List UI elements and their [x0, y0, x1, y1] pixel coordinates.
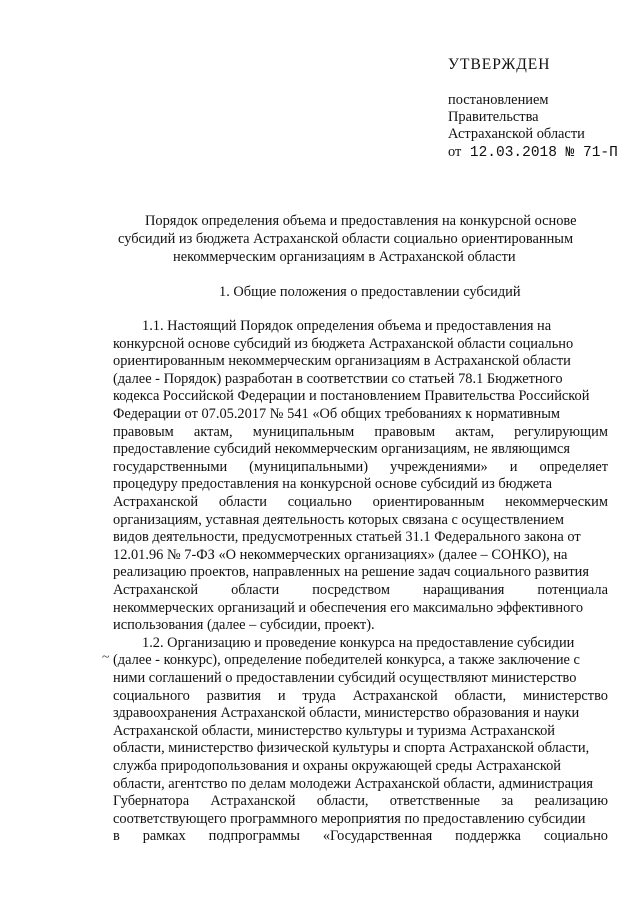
body-word: Губернатора	[113, 793, 190, 810]
body-word: области,	[316, 793, 369, 810]
body-word: ориентированным	[372, 494, 485, 510]
body-line	[113, 828, 608, 844]
body-line: ними соглашений о предоставлении субсидий осуществляют министерство	[113, 670, 577, 686]
body-line: 1.2. Организацию и проведение конкурса на предоставление субсидии	[142, 634, 575, 651]
body-word: Астраханской	[113, 494, 199, 510]
section-heading: 1. Общие положения о предоставлении субсидий	[219, 284, 521, 300]
body-line: служба природопользования и охраны окружающей среды Астраханской	[113, 758, 561, 774]
body-word: социально	[543, 828, 608, 845]
body-line: (далее - Порядок) разработан в соответствии со статьей 78.1 Бюджетного	[113, 370, 563, 387]
body-word: правовым	[113, 423, 174, 440]
body-word: (муниципальными)	[249, 458, 369, 475]
body-word: реализацию	[534, 793, 608, 810]
body-word: посредством	[312, 582, 390, 598]
body-word: в	[113, 828, 120, 845]
body-word: развития	[206, 687, 262, 704]
margin-mark: ~	[102, 650, 110, 665]
body-word: Астраханской	[352, 687, 438, 704]
body-line: здравоохранения Астраханской области, министерство образования и науки	[113, 705, 580, 722]
body-line	[113, 494, 608, 510]
document-title-line-3: некоммерческим организациям в Астраханской области	[173, 249, 516, 265]
body-line: Астраханской области, министерство культуры и туризма Астраханской	[113, 722, 556, 739]
body-word: Астраханской	[210, 793, 296, 810]
body-word: государственными	[113, 458, 228, 475]
approval-line-3: Астраханской области	[448, 126, 585, 142]
body-line: использования (далее – субсидии, проект).	[113, 617, 375, 634]
body-word: рамках	[142, 828, 186, 845]
body-line: процедуру предоставления на конкурсной основе субсидий из бюджета	[113, 476, 553, 493]
body-line: Федерации от 07.05.2017 № 541 «Об общих требованиях к нормативным	[113, 406, 561, 422]
body-word: регулирующим	[514, 423, 608, 440]
body-line: соответствующего программного мероприятия по предоставлению субсидии	[113, 810, 586, 827]
body-line: реализацию проектов, направленных на решение задач социального развития	[113, 564, 589, 581]
document-title-line-2: субсидий из бюджета Астраханской области социально ориентированным	[118, 231, 574, 247]
body-line: области, агентство по делам молодежи Астраханской области, администрация	[113, 775, 593, 792]
body-line: ориентированным некоммерческим организациям в Астраханской области	[113, 353, 571, 370]
approval-line-1: постановлением	[448, 92, 549, 108]
body-line	[113, 424, 608, 440]
body-word: и	[277, 687, 286, 704]
body-line: области, министерство физической культуры и спорта Астраханской области,	[113, 740, 590, 757]
body-word: за	[501, 793, 514, 810]
body-word: поддержка	[455, 828, 521, 845]
approval-date-prefix: от	[448, 144, 462, 160]
body-word: учреждениями»	[390, 458, 488, 475]
body-word: области	[231, 582, 280, 598]
body-word: правовым	[374, 423, 436, 440]
body-word: потенциала	[537, 582, 608, 598]
document-title-line-1: Порядок определения объема и предоставления на конкурсной основе	[145, 213, 577, 229]
body-line: 1.1. Настоящий Порядок определения объема и предоставления на	[142, 318, 552, 334]
body-word: подпрограммы	[208, 828, 300, 845]
body-word: труда	[302, 687, 336, 704]
body-word: наращивания	[422, 582, 505, 598]
body-word: актам,	[193, 423, 233, 440]
body-word: муниципальным	[252, 423, 355, 440]
body-line	[113, 793, 608, 809]
approval-date	[448, 144, 618, 161]
body-line	[113, 459, 608, 475]
body-line: (далее - конкурс), определение победителей конкурса, а также заключение с	[113, 652, 580, 669]
approval-date-value: 12.03.2018 № 71-П	[469, 145, 618, 161]
body-word: определяет	[539, 458, 608, 475]
body-line: видов деятельности, предусмотренных статьей 31.1 Федерального закона от	[113, 529, 581, 546]
body-word: области	[218, 494, 267, 510]
approval-line-2: Правительства	[448, 109, 539, 125]
body-word: ответственные	[389, 793, 480, 810]
body-line: некоммерческих организаций и обеспечения его максимально эффективного	[113, 599, 584, 616]
body-word: области,	[454, 687, 507, 704]
body-word: и	[509, 458, 518, 475]
body-line: кодекса Российской Федерации и постановлением Правительства Российской	[113, 388, 590, 405]
body-line	[113, 688, 608, 704]
body-word: актам,	[455, 423, 495, 440]
approval-title: УТВЕРЖДЕН	[448, 56, 551, 73]
body-word: социально	[287, 494, 352, 510]
body-line: 12.01.96 № 7-ФЗ «О некоммерческих организациях» (далее – СОНКО), на	[113, 546, 568, 563]
body-line: организациям, уставная деятельность которых связана с осуществлением	[113, 511, 564, 528]
body-word: социального	[113, 687, 190, 704]
body-line	[113, 582, 608, 598]
body-line: предоставление субсидий некоммерческим организациям, не являющимся	[113, 441, 571, 458]
body-word: Астраханской	[113, 582, 199, 598]
body-word: некоммерческим	[505, 494, 608, 510]
body-line: конкурсной основе субсидий из бюджета Астраханской области социально	[113, 335, 574, 352]
body-word: «Государственная	[322, 828, 433, 845]
body-word: министерство	[522, 687, 608, 704]
